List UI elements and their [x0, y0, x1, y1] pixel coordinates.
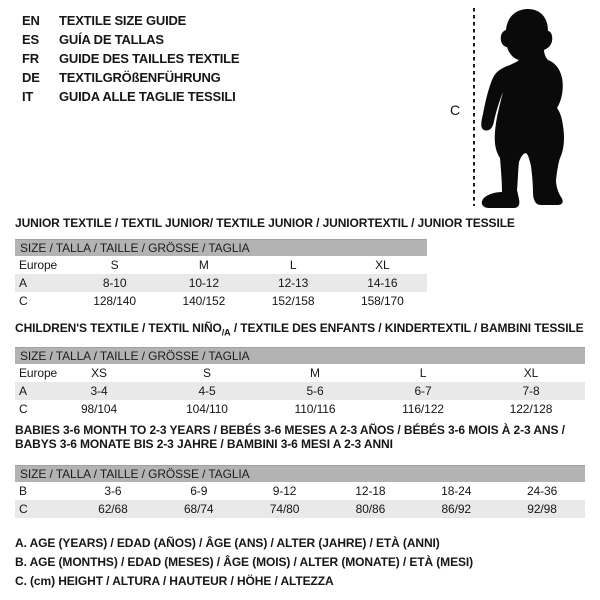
table-row — [15, 292, 427, 310]
size-cell: 12-18 — [355, 484, 386, 498]
size-cell: 24-36 — [526, 484, 558, 498]
row-cells — [70, 256, 427, 274]
size-cell: 140/152 — [182, 294, 226, 308]
size-cell: M — [198, 258, 209, 272]
language-code: FR — [22, 51, 39, 66]
size-cell: 122/128 — [509, 402, 553, 416]
row-cells — [45, 382, 585, 400]
language-code: EN — [22, 13, 40, 28]
table-row — [15, 256, 427, 274]
size-cell: L — [419, 366, 427, 380]
size-cell: S — [110, 258, 119, 272]
size-table — [15, 239, 427, 310]
table-title-segment: BABIES 3-6 MONTH TO 2-3 YEARS / BEBÉS 3-6 MESES A 2-3 AÑOS / BÉBÉS 3-6 MOIS À 2-3 ANS / BABYS 3-6 MONATE BIS 2-3 JAHRE / BAMBINI 3-6 MESI A 2-3 ANNI — [15, 423, 565, 451]
table-title-segment: JUNIOR TEXTILE / TEXTIL JUNIOR/ TEXTILE JUNIOR / JUNIORTEXTIL / JUNIOR TESSILE — [15, 216, 515, 230]
language-code: DE — [22, 70, 40, 85]
row-label: A — [19, 276, 27, 290]
size-cell: 9-12 — [272, 484, 297, 498]
size-cell: 3-4 — [90, 384, 108, 398]
size-cell: 152/158 — [271, 294, 315, 308]
table-row — [15, 400, 585, 418]
table-title — [15, 216, 590, 230]
size-cell: 104/110 — [186, 402, 228, 416]
table-row — [15, 500, 585, 518]
size-cell: 62/68 — [98, 502, 128, 516]
row-cells — [70, 274, 427, 292]
size-cell: 86/92 — [441, 502, 471, 516]
table-title — [15, 321, 590, 339]
row-cells — [70, 292, 427, 310]
size-cell: 14-16 — [367, 276, 398, 290]
row-cells — [70, 482, 585, 500]
size-cell: XL — [523, 366, 539, 380]
size-cell: 12-13 — [278, 276, 309, 290]
legend — [15, 534, 473, 591]
language-row — [22, 30, 239, 49]
size-cell: 80/86 — [355, 502, 386, 516]
legend-line: C. (cm) HEIGHT / ALTURA / HAUTEUR / HÖHE / ALTEZZA — [15, 574, 334, 588]
row-cells — [45, 364, 585, 382]
height-figure — [440, 0, 600, 220]
size-cell: 74/80 — [269, 502, 300, 516]
language-row — [22, 68, 239, 87]
size-cell: 6-7 — [414, 384, 432, 398]
guide-title: TEXTILGRÖßENFÜHRUNG — [59, 70, 221, 85]
table-title — [15, 423, 590, 451]
size-cell: 128/140 — [93, 294, 136, 308]
row-label: B — [19, 484, 27, 498]
table-header-bar: SIZE / TALLA / TAILLE / GRÖSSE / TAGLIA — [15, 347, 585, 364]
size-table — [15, 347, 585, 418]
row-label: C — [19, 502, 28, 516]
table-row — [15, 482, 585, 500]
table-title-segment: CHILDREN'S TEXTILE / TEXTIL NIÑO — [15, 321, 222, 335]
size-cell: S — [203, 366, 211, 380]
row-label: Europe — [19, 258, 58, 272]
size-cell: 92/98 — [527, 502, 557, 516]
size-cell: 6-9 — [190, 484, 208, 498]
size-cell: 5-6 — [306, 384, 324, 398]
row-label: Europe — [19, 366, 58, 380]
size-cell: 4-5 — [198, 384, 216, 398]
legend-line: B. AGE (MONTHS) / EDAD (MESES) / ÂGE (MOIS) / ALTER (MONATE) / ETÀ (MESI) — [15, 555, 474, 569]
size-cell: XS — [91, 366, 107, 380]
row-label: C — [19, 402, 28, 416]
language-row — [22, 49, 239, 68]
language-row — [22, 11, 239, 30]
size-cell: 98/104 — [80, 402, 118, 416]
table-row — [15, 382, 585, 400]
size-cell: L — [289, 258, 297, 272]
size-cell: 7-8 — [522, 384, 540, 398]
table-row — [15, 274, 427, 292]
size-cell: 158/170 — [361, 294, 404, 308]
table-row — [15, 364, 585, 382]
size-table — [15, 465, 585, 518]
language-code: ES — [22, 32, 39, 47]
row-label: C — [19, 294, 28, 308]
size-cell: 3-6 — [104, 484, 122, 498]
height-measure-label: C — [450, 102, 461, 118]
table-title-segment: / TEXTILE DES ENFANTS / KINDERTEXTIL / BAMBINI TESSILE — [230, 321, 584, 335]
size-cell: 10-12 — [188, 276, 219, 290]
guide-title: GUIDE DES TAILLES TEXTILE — [59, 51, 240, 66]
size-cell: M — [310, 366, 320, 380]
size-cell: 8-10 — [102, 276, 127, 290]
language-title-list — [22, 11, 239, 106]
size-cell: 116/122 — [402, 402, 444, 416]
table-header-bar: SIZE / TALLA / TAILLE / GRÖSSE / TAGLIA — [15, 239, 427, 256]
toddler-silhouette-path — [481, 9, 564, 208]
guide-title: GUIDA ALLE TAGLIE TESSILI — [59, 89, 236, 104]
toddler-silhouette — [440, 0, 600, 220]
row-cells — [45, 400, 585, 418]
table-title-segment: /A — [221, 327, 231, 338]
language-code: IT — [22, 89, 34, 104]
size-cell: 68/74 — [183, 502, 214, 516]
guide-title: TEXTILE SIZE GUIDE — [59, 13, 187, 28]
row-label: A — [19, 384, 27, 398]
language-row — [22, 87, 239, 106]
row-cells — [70, 500, 585, 518]
size-cell: XL — [375, 258, 390, 272]
guide-title: GUÍA DE TALLAS — [59, 32, 164, 47]
legend-line: A. AGE (YEARS) / EDAD (AÑOS) / ÂGE (ANS) / ALTER (JAHRE) / ETÀ (ANNI) — [15, 536, 440, 550]
size-cell: 18-24 — [441, 484, 472, 498]
table-header-bar: SIZE / TALLA / TAILLE / GRÖSSE / TAGLIA — [15, 465, 585, 482]
size-cell: 110/116 — [294, 402, 336, 416]
